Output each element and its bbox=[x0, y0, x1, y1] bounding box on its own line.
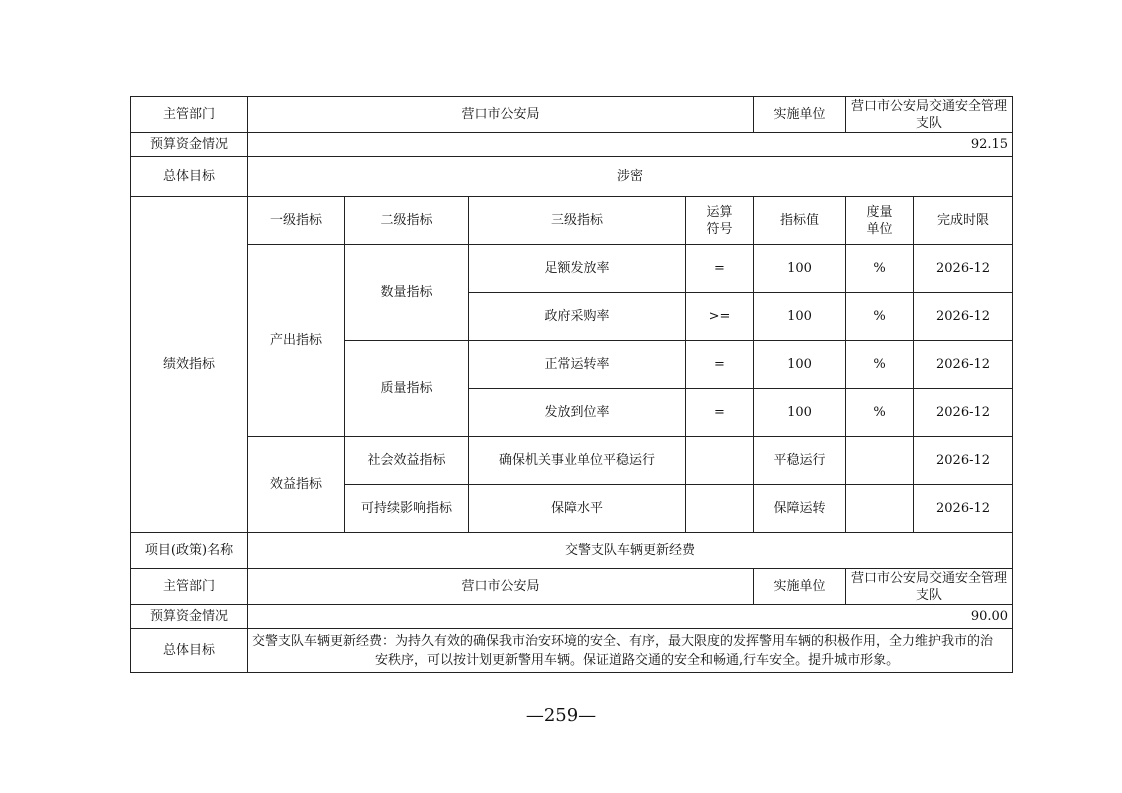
goal-row bbox=[131, 157, 1013, 197]
indicator-unit: % bbox=[846, 389, 914, 437]
indicator-operator: = bbox=[686, 341, 754, 389]
impl-value: 营口市公安局交通安全管理支队 bbox=[846, 569, 1013, 605]
indicator-deadline: 2026-12 bbox=[914, 389, 1013, 437]
budget-value: 92.15 bbox=[248, 133, 1013, 157]
goal-line-1: 交警支队车辆更新经费：为持久有效的确保我市治安环境的安全、有序，最大限度的发挥警用车辆的积极作用，全力维护我市的治 bbox=[252, 633, 994, 649]
indicator-unit: % bbox=[846, 293, 914, 341]
indicator-deadline: 2026-12 bbox=[914, 437, 1013, 485]
impl-label: 实施单位 bbox=[754, 569, 846, 605]
dept-row bbox=[131, 97, 1013, 133]
indicator-operator bbox=[686, 485, 754, 533]
indicator-unit bbox=[846, 437, 914, 485]
header-deadline: 完成时限 bbox=[914, 197, 1013, 245]
budget-label: 预算资金情况 bbox=[131, 133, 248, 157]
goal-label: 总体目标 bbox=[131, 629, 248, 673]
indicator-operator bbox=[686, 437, 754, 485]
goal-row bbox=[131, 629, 1013, 673]
budget-label: 预算资金情况 bbox=[131, 605, 248, 629]
indicator-deadline: 2026-12 bbox=[914, 245, 1013, 293]
dept-value: 营口市公安局 bbox=[248, 97, 754, 133]
project-label: 项目(政策)名称 bbox=[131, 533, 248, 569]
budget-value: 90.00 bbox=[248, 605, 1013, 629]
indicator-deadline: 2026-12 bbox=[914, 485, 1013, 533]
dept-value: 营口市公安局 bbox=[248, 569, 754, 605]
header-level1: 一级指标 bbox=[248, 197, 345, 245]
indicator-unit: % bbox=[846, 341, 914, 389]
goal-value: 涉密 bbox=[248, 157, 1013, 197]
dept-label: 主管部门 bbox=[131, 569, 248, 605]
header-unit-line2: 单位 bbox=[866, 221, 893, 237]
indicator-target: 100 bbox=[754, 293, 846, 341]
indicator-name: 发放到位率 bbox=[469, 389, 686, 437]
dept-label: 主管部门 bbox=[131, 97, 248, 133]
project-value: 交警支队车辆更新经费 bbox=[248, 533, 1013, 569]
indicator-name: 足额发放率 bbox=[469, 245, 686, 293]
indicator-operator: = bbox=[686, 389, 754, 437]
group-output: 产出指标 bbox=[248, 245, 345, 437]
budget-row bbox=[131, 605, 1013, 629]
header-operator bbox=[686, 197, 754, 245]
indicator-target: 平稳运行 bbox=[754, 437, 846, 485]
impl-label: 实施单位 bbox=[754, 97, 846, 133]
indicator-row bbox=[131, 437, 1013, 485]
impl-value: 营口市公安局交通安全管理支队 bbox=[846, 97, 1013, 133]
header-unit-line1: 度量 bbox=[866, 204, 893, 220]
header-unit bbox=[846, 197, 914, 245]
indicator-unit: % bbox=[846, 245, 914, 293]
indicator-deadline: 2026-12 bbox=[914, 293, 1013, 341]
indicator-target: 100 bbox=[754, 245, 846, 293]
indicator-level2: 可持续影响指标 bbox=[345, 485, 469, 533]
header-operator-line1: 运算 bbox=[706, 204, 733, 220]
header-operator-line2: 符号 bbox=[706, 221, 733, 237]
goal-value bbox=[248, 629, 1013, 673]
project-name-row bbox=[131, 533, 1013, 569]
indicator-name: 政府采购率 bbox=[469, 293, 686, 341]
group-benefit: 效益指标 bbox=[248, 437, 345, 533]
indicator-name: 正常运转率 bbox=[469, 341, 686, 389]
goal-label: 总体目标 bbox=[131, 157, 248, 197]
indicator-operator: = bbox=[686, 245, 754, 293]
budget-performance-table bbox=[130, 96, 1013, 673]
indicator-level2: 社会效益指标 bbox=[345, 437, 469, 485]
indicator-target: 100 bbox=[754, 389, 846, 437]
indicator-row bbox=[131, 245, 1013, 293]
group-quantity: 数量指标 bbox=[345, 245, 469, 341]
indicator-target: 保障运转 bbox=[754, 485, 846, 533]
perf-label: 绩效指标 bbox=[131, 197, 248, 533]
indicator-deadline: 2026-12 bbox=[914, 341, 1013, 389]
indicator-header-row bbox=[131, 197, 1013, 245]
header-target: 指标值 bbox=[754, 197, 846, 245]
budget-row bbox=[131, 133, 1013, 157]
indicator-operator: >= bbox=[686, 293, 754, 341]
indicator-name: 确保机关事业单位平稳运行 bbox=[469, 437, 686, 485]
header-level2: 二级指标 bbox=[345, 197, 469, 245]
indicator-name: 保障水平 bbox=[469, 485, 686, 533]
page-number: —259— bbox=[525, 705, 597, 726]
indicator-unit bbox=[846, 485, 914, 533]
group-quality: 质量指标 bbox=[345, 341, 469, 437]
goal-line-2: 安秩序，可以按计划更新警用车辆。保证道路交通的安全和畅通,行车安全。提升城市形象。 bbox=[375, 652, 900, 668]
indicator-target: 100 bbox=[754, 341, 846, 389]
header-level3: 三级指标 bbox=[469, 197, 686, 245]
dept-row bbox=[131, 569, 1013, 605]
